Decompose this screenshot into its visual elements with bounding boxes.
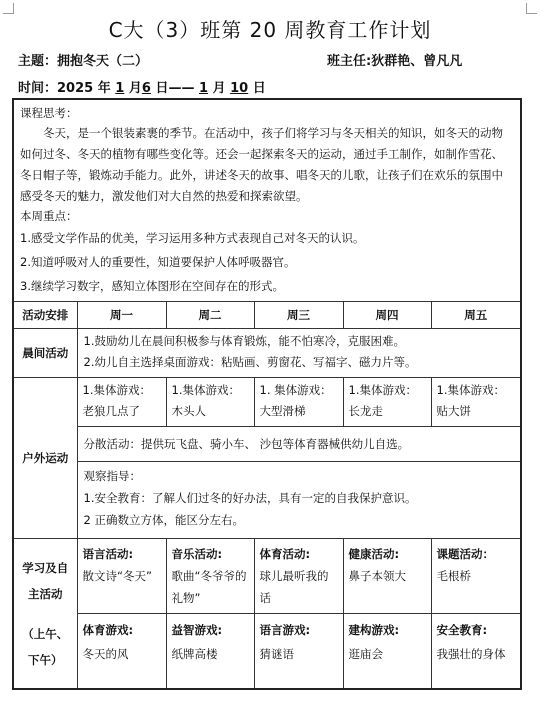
focus-item: 3.继续学习数字，感知立体图形在空间存在的形式。 [20, 279, 284, 293]
study-thursday-2 [343, 614, 431, 690]
morning-line: 1.鼓励幼儿在晨间积极参与体育锻炼，能不怕寒冷，克服困难。 [83, 334, 405, 348]
morning-label: 晨间活动 [13, 329, 77, 378]
end-month-unit: 月 [212, 81, 226, 96]
game-type: 1.集体游戏： [171, 383, 240, 397]
start-month: 1 [115, 81, 125, 96]
activity-type: 音乐活动: [171, 547, 223, 561]
activity-type: 体育活动: [259, 547, 311, 561]
activity-name: 猜谜语 [259, 647, 294, 661]
topic-value: 拥抱冬天（二） [57, 54, 149, 69]
header-thursday: 周四 [343, 302, 431, 329]
end-day-unit: 日 [252, 81, 266, 96]
outdoor-games-row [13, 378, 521, 427]
activity-name: 散文诗“冬天” [82, 569, 152, 583]
study-wednesday-2 [254, 614, 343, 690]
study-tuesday-2 [166, 614, 254, 690]
topic-label: 主题： [18, 54, 58, 69]
activity-name: 我强壮的身体 [436, 647, 506, 661]
activity-type: 安全教育: [436, 623, 488, 637]
course-heading: 课程思考： [20, 106, 78, 120]
end-month: 1 [199, 81, 209, 96]
study-label-line: 下午） [28, 652, 63, 667]
time-label: 时间： [18, 81, 58, 96]
teacher-label: 班主任: [327, 54, 372, 69]
schedule-header-row [13, 302, 521, 329]
game-type: 1. 集体游戏： [259, 383, 332, 397]
activity-name: 纸牌高楼 [171, 647, 218, 661]
game-name: 大型滑梯 [259, 404, 306, 418]
outdoor-game-friday [431, 378, 521, 427]
game-name: 长龙走 [348, 404, 383, 418]
focus-item: 2.知道呼吸对人的重要性，知道要保护人体呼吸器官。 [20, 255, 296, 269]
game-name: 老狼几点了 [82, 404, 140, 418]
activity-name: 鼻子本领大 [348, 569, 406, 583]
time-line [18, 77, 266, 96]
header-monday: 周一 [77, 302, 166, 329]
end-day: 10 [230, 81, 249, 96]
topic-line [18, 50, 148, 69]
morning-content [77, 329, 521, 378]
study-row-1 [13, 539, 521, 614]
observe-heading: 观察指导： [83, 469, 141, 483]
observe-line: 1.安全教育：了解人们过冬的好办法，具有一定的自我保护意识。 [83, 491, 417, 505]
game-name: 贴大饼 [436, 404, 471, 418]
game-type: 1.集体游戏： [82, 383, 151, 397]
activity-type: 益智游戏: [171, 623, 223, 637]
study-label-line: （上午、 [22, 626, 69, 641]
study-label-line: 学习及自 [22, 560, 69, 575]
activity-name: 毛根桥 [436, 569, 471, 583]
activity-type: 健康活动: [348, 547, 400, 561]
observe-line: 2 正确数立方体，能区分左右。 [83, 513, 244, 527]
study-label [13, 539, 77, 690]
activity-type: 课题活动： [436, 547, 494, 561]
activity-name: 逛庙会 [348, 647, 383, 661]
outdoor-game-tuesday [166, 378, 254, 427]
teacher-line [327, 50, 462, 69]
scatter-activity: 分散活动：提供玩飞盘、骑小车、 沙包等体育器械供幼儿自选。 [77, 427, 521, 462]
activity-name: 球儿最听我的话 [259, 569, 329, 605]
activity-type: 语言游戏: [259, 623, 311, 637]
study-monday-1 [77, 539, 166, 614]
outdoor-game-wednesday [254, 378, 343, 427]
game-name: 木头人 [171, 404, 206, 418]
study-label-line: 主活动 [28, 586, 63, 601]
game-type: 1.集体游戏： [348, 383, 417, 397]
activity-type: 体育游戏: [82, 623, 134, 637]
activity-type: 语言活动: [82, 547, 134, 561]
plan-table [12, 98, 522, 690]
observation-guidance [77, 462, 521, 539]
study-label-spacer [14, 607, 77, 621]
morning-line: 2.幼儿自主选择桌面游戏：粘贴画、剪窗花、写福字、磁力片等。 [83, 355, 417, 369]
activity-type: 建构游戏: [348, 623, 400, 637]
page-corner-mark-right [526, 3, 537, 14]
month-unit: 月 [128, 81, 142, 96]
course-overview-cell [13, 99, 521, 302]
study-friday-2 [431, 614, 521, 690]
game-type: 1.集体游戏： [436, 383, 505, 397]
activity-name: 冬天的风 [82, 647, 129, 661]
year: 2025 [57, 81, 94, 96]
outdoor-scatter-row [13, 427, 521, 462]
course-text: 冬天，是一个银装素裹的季节。在活动中，孩子们将学习与冬天相关的知识，如冬天的动物如何过冬、冬天的植物有哪些变化等。还会一起探索冬天的运动，通过手工制作，如制作雪花、冬日帽子等，锻炼动手能力。此外，讲述冬天的故事、唱冬天的儿歌，让孩子们在欢乐的氛围中感受冬天的魅力，激发他们对大自然的热爱和探索欲望。 [20, 126, 503, 203]
study-wednesday-1 [254, 539, 343, 614]
morning-row [13, 329, 521, 378]
outdoor-game-thursday [343, 378, 431, 427]
header-friday: 周五 [431, 302, 521, 329]
outdoor-game-monday [77, 378, 166, 427]
header-tuesday: 周二 [166, 302, 254, 329]
study-row-2 [13, 614, 521, 690]
study-thursday-1 [343, 539, 431, 614]
outdoor-observe-row [13, 462, 521, 539]
activity-name: 歌曲“冬爷爷的礼物” [171, 569, 247, 605]
start-day: 6 [141, 81, 151, 96]
page-title: C大（3）班第 20 周教育工作计划 [108, 18, 432, 42]
study-friday-1 [431, 539, 521, 614]
outdoor-label: 户外运动 [13, 378, 77, 539]
study-tuesday-1 [166, 539, 254, 614]
focus-heading: 本周重点： [20, 209, 78, 223]
focus-item: 1.感受文学作品的优美，学习运用多种方式表现自己对冬天的认识。 [20, 231, 365, 245]
page-corner-mark-left [3, 3, 14, 14]
day-unit: 日—— [155, 81, 195, 96]
study-monday-2 [77, 614, 166, 690]
year-unit: 年 [97, 81, 111, 96]
header-activity: 活动安排 [13, 302, 77, 329]
teacher-value: 狄群艳、曾凡凡 [371, 54, 463, 69]
header-wednesday: 周三 [254, 302, 343, 329]
